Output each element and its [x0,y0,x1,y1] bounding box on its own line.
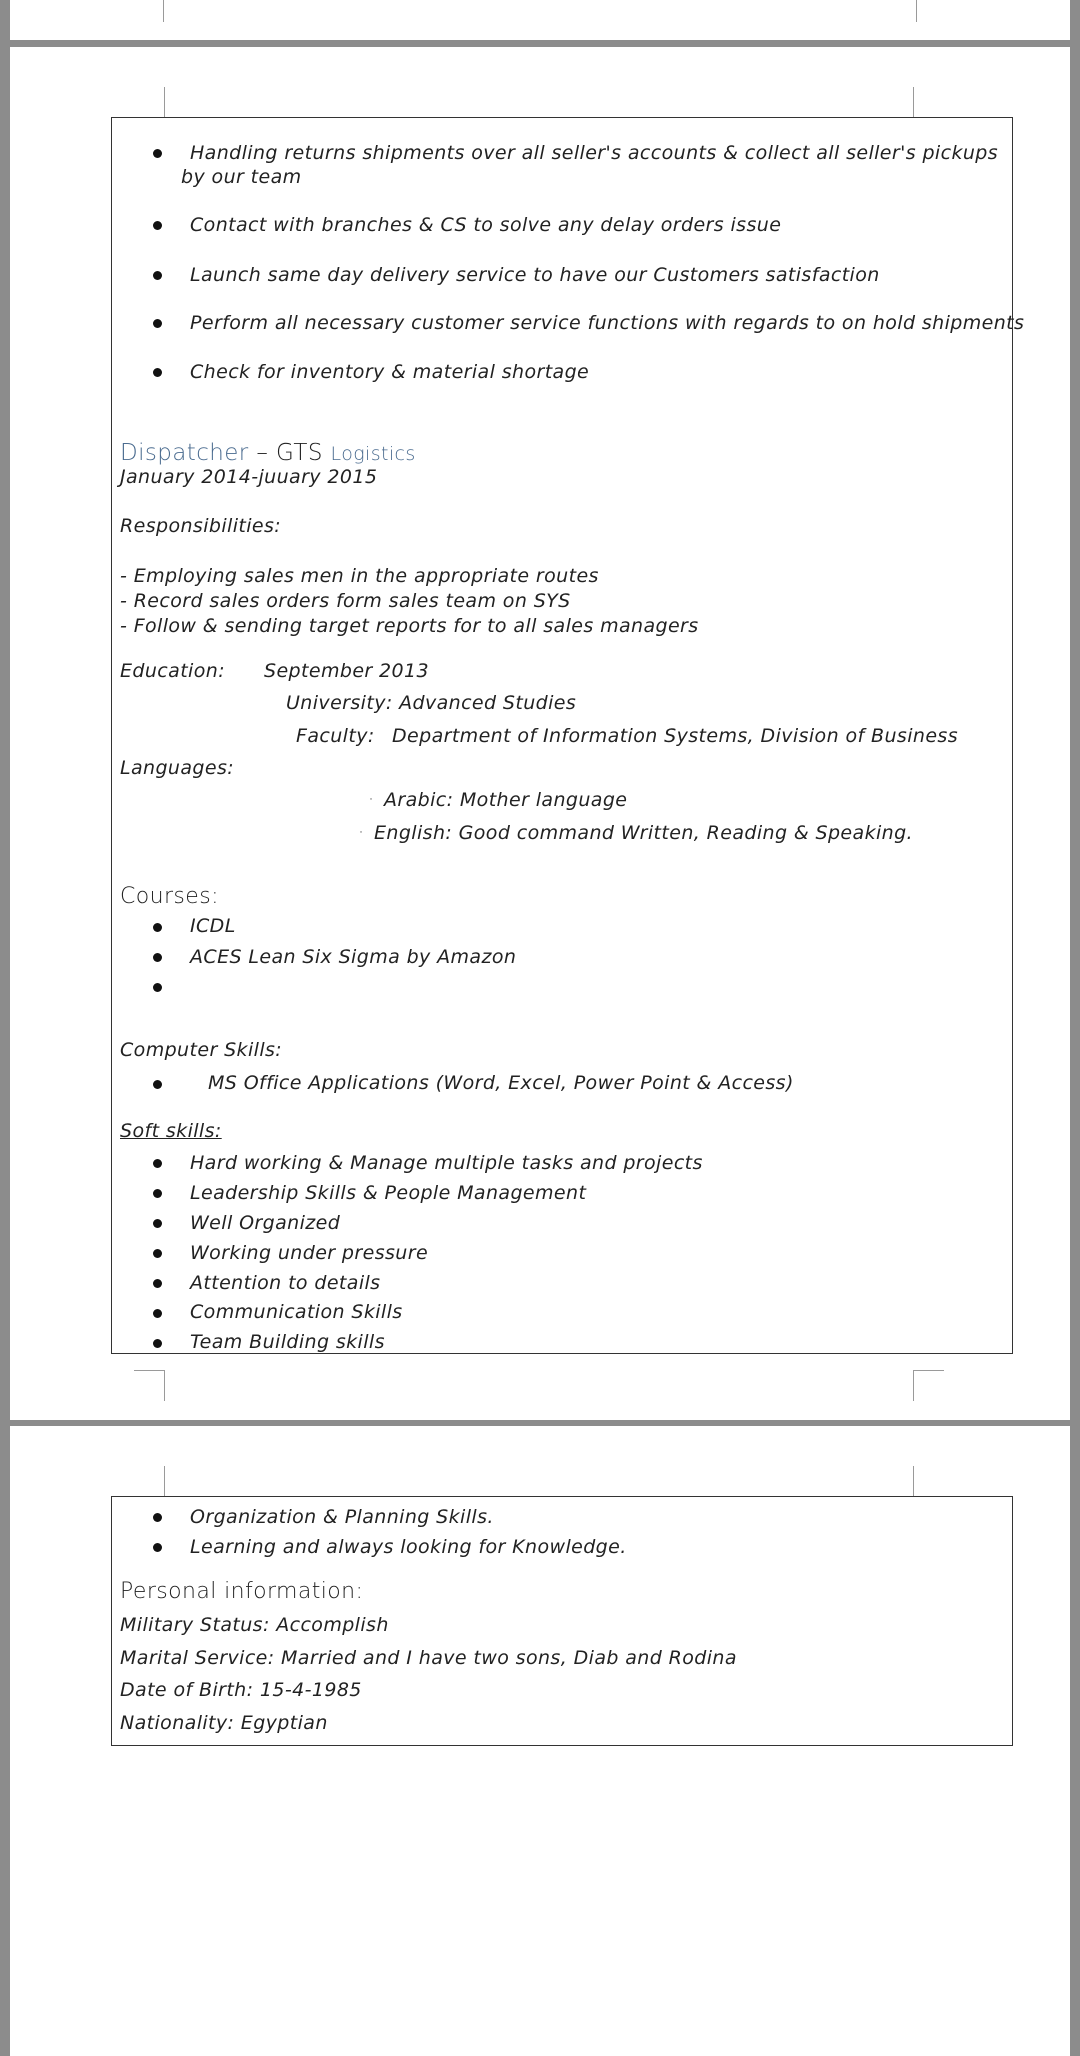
page-3 [10,1426,1070,2056]
education-faculty: Department of Information Systems, Division of Business [392,725,959,747]
personal-info-line: Military Status: Accomplish [120,1614,389,1636]
bullet-icon [153,149,162,158]
education-faculty-label: Faculty: [296,725,375,747]
bullet-icon [153,1543,162,1552]
responsibility-item: - Record sales orders form sales team on SYS [120,590,571,612]
soft-skills-heading: Soft skills: [120,1120,222,1142]
bullet-icon [153,983,162,992]
duty-item: Handling returns shipments over all seller's accounts & collect all seller's pickups [190,142,999,164]
crop-mark [913,1466,944,1497]
bullet-icon [153,1249,162,1258]
soft-skill-item: Learning and always looking for Knowledge. [190,1536,627,1558]
soft-skill-item: Attention to details [190,1272,381,1294]
crop-mark [134,1370,165,1401]
responsibilities-heading: Responsibilities: [120,515,282,537]
responsibility-item: - Employing sales men in the appropriate routes [120,565,599,587]
crop-mark [913,87,944,118]
crop-mark [134,87,165,118]
language-item: English: Good command Written, Reading & Speaking. [374,822,913,844]
language-dot-icon: · [358,821,365,843]
bullet-icon [153,1189,162,1198]
soft-skill-item: Communication Skills [190,1301,403,1323]
crop-mark [163,0,194,22]
education-date: September 2013 [264,660,430,682]
duty-item: Perform all necessary customer service functions with regards to on hold shipments [190,312,1025,334]
personal-info-line: Date of Birth: 15-4-1985 [120,1679,362,1701]
course-item: ACES Lean Six Sigma by Amazon [190,946,517,968]
language-item: Arabic: Mother language [384,789,628,811]
company-suffix: Logistics [330,443,416,465]
soft-skill-item: Well Organized [190,1212,341,1234]
computer-skill-item: MS Office Applications (Word, Excel, Power Point & Access) [208,1072,794,1094]
bullet-icon [153,1309,162,1318]
soft-skill-item: Working under pressure [190,1242,429,1264]
company-name: GTS [275,440,323,466]
crop-mark [886,0,917,22]
personal-info-line: Marital Service: Married and I have two sons, Diab and Rodina [120,1647,737,1669]
bullet-icon [153,1339,162,1348]
personal-info-heading: Personal information: [120,1579,364,1604]
duty-item: Check for inventory & material shortage [190,361,590,383]
bullet-icon [153,1159,162,1168]
soft-skill-item: Hard working & Manage multiple tasks and projects [190,1152,703,1174]
duty-item: Launch same day delivery service to have our Customers satisfaction [190,264,880,286]
job-title: Dispatcher [120,440,249,466]
courses-heading: Courses: [120,884,219,909]
bullet-icon [153,1513,162,1522]
computer-skills-heading: Computer Skills: [120,1039,283,1061]
personal-info-line: Nationality: Egyptian [120,1712,328,1734]
soft-skill-item: Team Building skills [190,1331,385,1353]
bullet-icon [153,1219,162,1228]
duty-item: Contact with branches & CS to solve any delay orders issue [190,214,782,236]
course-item: ICDL [190,915,236,937]
bullet-icon [153,221,162,230]
page-1 [10,0,1070,40]
language-dot-icon: · [368,788,375,810]
bullet-icon [153,368,162,377]
page-2 [10,47,1070,1420]
bullet-icon [153,319,162,328]
job-separator: – [256,440,269,466]
responsibility-item: - Follow & sending target reports for to all sales managers [120,615,699,637]
languages-label: Languages: [120,757,235,779]
bullet-icon [153,1279,162,1288]
bullet-icon [153,1080,162,1089]
education-university: University: Advanced Studies [286,692,577,714]
soft-skill-item: Organization & Planning Skills. [190,1506,494,1528]
bullet-icon [153,953,162,962]
education-label: Education: [120,660,225,682]
duty-item-continued: by our team [181,166,302,188]
crop-mark [134,1466,165,1497]
crop-mark [913,1370,944,1401]
bullet-icon [153,923,162,932]
bullet-icon [153,271,162,280]
soft-skill-item: Leadership Skills & People Management [190,1182,587,1204]
job-dates: January 2014-juuary 2015 [120,466,378,488]
